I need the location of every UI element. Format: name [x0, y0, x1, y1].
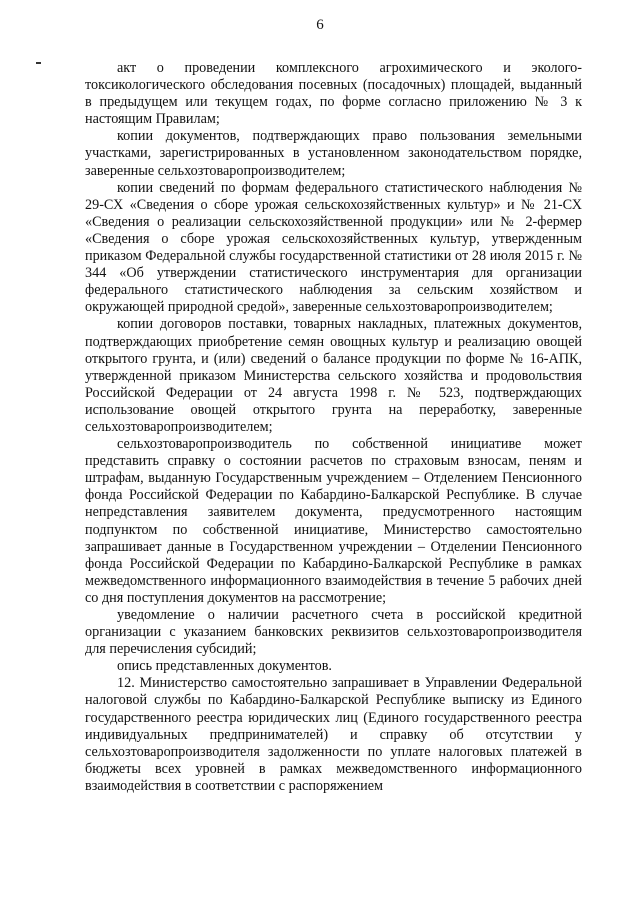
paragraph-bank-account-notice: уведомление о наличии расчетного счета в российской кредитной организации с указанием банковских реквизитов сельхозтоваропроизводителя для перечисления субсидий;: [85, 607, 582, 658]
paragraph-clause-12: 12. Министерство самостоятельно запрашивает в Управлении Федеральной налоговой службы по Кабардино-Балкарской Республике выписку из Единого государственного реестра юридических лиц (Единого государственного реестра индивидуальных предпринимателей) и справку об отсутствии у сельхозтоваропроизводителя задолженности по уплате налоговых платежей в бюджеты всех уровней в рамках межведомственного информационного взаимодействия в соответствии с распоряжением: [85, 675, 582, 794]
paragraph-agrochemical-act: акт о проведении комплексного агрохимического и эколого-токсикологического обследования посевных (посадочных) площадей, выданный в предыдущем или текущем годах, по форме согласно приложению № 3 к настоящим Правилам;: [85, 60, 582, 128]
page-number: 6: [316, 17, 324, 33]
paragraph-supply-contracts: копии договоров поставки, товарных накладных, платежных документов, подтверждающих приобретение семян овощных культур и реализацию овощей открытого грунта, и (или) сведений о балансе продукции по форме № 16-АПК, утвержденной приказом Министерства сельского хозяйства и продовольствия Российской Федерации от 24 августа 1998 г. № 523, подтверждающих использование овощей открытого грунта на переработку, заверенные сельхозтоваропроизводителем;: [85, 316, 582, 435]
paragraph-document-inventory: опись представленных документов.: [117, 658, 332, 675]
paragraph-statistical-forms: копии сведений по формам федерального статистического наблюдения № 29-СХ «Сведения о сборе урожая сельскохозяйственных культур» и № 21-СХ «Сведения о реализации сельскохозяйственной продукции» или № 2-фермер «Сведения о сборе урожая сельскохозяйственных культур, утвержденным приказом Федеральной службы государственной статистики от 28 июля 2015 г. № 344 «Об утверждении статистического инструментария для организации федерального статистического наблюдения за сельским хозяйством и окружающей природной средой», заверенные сельхозтоваропроизводителем;: [85, 179, 582, 316]
paragraph-pension-fund-certificate: сельхозтоваропроизводитель по собственной инициативе может представить справку о состоянии расчетов по страховым взносам, пеням и штрафам, выданную Государственным учреждением – Отделением Пенсионного фонда Российской Федерации по Кабардино-Балкарской Республике. В случае непредставления заявителем документа, предусмотренного настоящим подпунктом по собственной инициативе, Министерство самостоятельно запрашивает данные в Государственном учреждении – Отделении Пенсионного фонда Российской Федерации по Кабардино-Балкарской Республике в рамках межведомственного информационного взаимодействия в течение 5 рабочих дней со дня поступления документов на рассмотрение;: [85, 436, 582, 606]
margin-mark: [36, 62, 41, 64]
paragraph-land-use-documents: копии документов, подтверждающих право пользования земельными участками, зарегистрированных в установленном законодательством порядке, заверенные сельхозтоваропроизводителем;: [85, 128, 582, 179]
document-body: [85, 60, 582, 795]
